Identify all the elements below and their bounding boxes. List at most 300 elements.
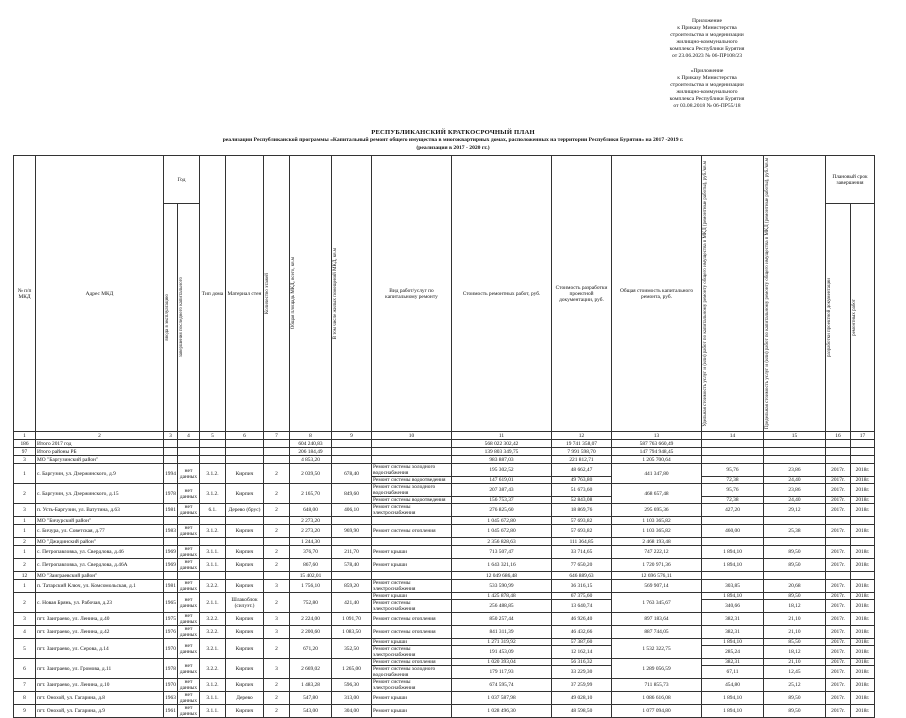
table-cell <box>764 538 826 546</box>
table-cell <box>702 538 764 546</box>
table-cell: 2018г. <box>851 679 875 692</box>
table-cell: 604 240,83 <box>290 440 332 448</box>
table-cell: 67,11 <box>702 666 764 679</box>
appendix-line: от 03.08.2018 № 06-ПР55/18 <box>673 103 741 109</box>
table-cell: 2017г. <box>826 646 851 659</box>
table-cell: 2017г. <box>826 504 851 517</box>
table-cell: Ремонт крыши <box>372 639 452 646</box>
table-cell <box>372 572 452 580</box>
table-cell: нет данных <box>178 705 200 718</box>
table-cell: 2 <box>264 484 290 504</box>
table-cell: 2017г. <box>826 613 851 626</box>
table-cell: Кирпич <box>226 659 264 679</box>
table-cell: 2 200,60 <box>290 626 332 639</box>
column-number: 9 <box>332 432 372 440</box>
table-cell: нет данных <box>178 580 200 593</box>
table-cell: 77 650,20 <box>552 559 612 572</box>
table-cell: 2 468 193,48 <box>612 538 702 546</box>
header-total-area: Общая площадь МКД, всего, кв.м <box>291 257 296 330</box>
table-cell <box>332 517 372 525</box>
table-cell: 111 364,85 <box>552 538 612 546</box>
table-cell: 156 753,37 <box>452 497 552 504</box>
table-cell: Кирпич <box>226 626 264 639</box>
table-cell: 18 869,76 <box>552 504 612 517</box>
table-cell: Ремонт системы отопления <box>372 613 452 626</box>
header-year-commission: ввода в эксплуатацию <box>165 294 170 341</box>
table-row <box>14 546 875 559</box>
table-cell: 1 271 319,92 <box>452 639 552 646</box>
table-cell: 3.1.1. <box>200 692 226 705</box>
table-cell: Кирпич <box>226 546 264 559</box>
table-row <box>14 525 875 538</box>
table-cell: 23,86 <box>764 464 826 477</box>
table-cell: пгт. Онохой, ул. Гагарина, д.8 <box>36 692 164 705</box>
column-number: 6 <box>226 432 264 440</box>
table-cell: пгт. Заиграево, ул. Громова, д.11 <box>36 659 164 679</box>
table-cell <box>164 440 178 448</box>
table-cell: 1983 <box>164 525 178 538</box>
table-cell: Ремонт крыши <box>372 559 452 572</box>
table-cell <box>264 448 290 456</box>
table-cell: п. Усть-Баргузин, ул. Ватутина, д.63 <box>36 504 164 517</box>
table-cell <box>178 456 200 464</box>
table-cell: 2 <box>264 679 290 692</box>
table-cell: 33 229,30 <box>552 666 612 679</box>
table-cell <box>332 572 372 580</box>
table-cell: 57 387,60 <box>552 639 612 646</box>
table-cell <box>764 456 826 464</box>
table-cell: Дерево <box>226 692 264 705</box>
header-unit-cost: Удельная стоимость услуг и (или) работ по капитальному ремонту общего имущества в МКД (ремонтные работы), руб./кв.м <box>703 160 708 427</box>
table-cell: 2018г. <box>851 546 875 559</box>
table-cell <box>851 538 875 546</box>
table-cell: 2018г. <box>851 580 875 593</box>
table-cell: 2017г. <box>826 639 851 646</box>
table-cell: Кирпич <box>226 525 264 538</box>
table-row <box>14 613 875 626</box>
table-cell: Кирпич <box>226 613 264 626</box>
total-row <box>14 456 875 464</box>
appendix-line: к Приказу Министерства <box>677 75 737 81</box>
table-cell: 711 855,73 <box>612 679 702 692</box>
table-cell <box>702 572 764 580</box>
table-cell: 2 <box>264 559 290 572</box>
table-cell: нет данных <box>178 613 200 626</box>
table-cell: 2018г. <box>851 504 875 517</box>
table-cell: Ремонт крыши <box>372 546 452 559</box>
appendix-line: жилищно-коммунального <box>676 39 738 45</box>
column-number: 7 <box>264 432 290 440</box>
table-cell: с. Петропавловка, ул. Свердлова, д.46А <box>36 559 164 572</box>
appendix-line: «Приложение <box>690 68 724 74</box>
table-cell: Кирпич <box>226 484 264 504</box>
table-cell: 382,31 <box>702 626 764 639</box>
table-cell <box>372 456 452 464</box>
appendix-line: строительства и модернизации <box>670 82 744 88</box>
table-cell: 20,68 <box>764 580 826 593</box>
table-cell <box>200 456 226 464</box>
table-cell: 2018г. <box>851 646 875 659</box>
table-cell: 206 184,49 <box>290 448 332 456</box>
table-cell: 1 103 365,82 <box>612 525 702 538</box>
table-cell: 67 375,60 <box>552 593 612 600</box>
table-cell: 340,66 <box>702 600 764 613</box>
table-cell: 33 714,65 <box>552 546 612 559</box>
table-cell: Ремонт крыши <box>372 692 452 705</box>
table-cell: 2017г. <box>826 600 851 613</box>
table-cell: нет данных <box>178 559 200 572</box>
table-cell: МО "Заиграевский район" <box>36 572 164 580</box>
table-cell: 376,70 <box>290 546 332 559</box>
table-cell: 3.1.1. <box>200 546 226 559</box>
table-cell: п. Татарский Ключ, ул. Комсомольская, д.1 <box>36 580 164 593</box>
appendix-line: Приложение <box>691 18 723 24</box>
table-cell: 2017г. <box>826 679 851 692</box>
table-cell: 1 894,10 <box>702 692 764 705</box>
table-cell: 95,76 <box>702 484 764 497</box>
table-cell <box>372 538 452 546</box>
table-cell: 12 696 576,11 <box>612 572 702 580</box>
table-cell <box>372 517 452 525</box>
appendix-line: комплекса Республики Бурятия <box>669 46 745 52</box>
table-cell: 468 657,48 <box>612 484 702 504</box>
table-cell: 3.1.2. <box>200 484 226 504</box>
table-cell: Шлакоблок (силуэт.) <box>226 593 264 613</box>
table-cell: 2017г. <box>826 546 851 559</box>
table-cell: 4 853,20 <box>290 456 332 464</box>
table-cell: Кирпич <box>226 464 264 484</box>
table-cell <box>851 448 875 456</box>
table-cell: 1 894,10 <box>702 546 764 559</box>
table-cell: 2 273,20 <box>290 525 332 538</box>
table-cell <box>164 517 178 525</box>
table-cell: 2 <box>264 593 290 613</box>
table-cell: Кирпич <box>226 679 264 692</box>
table-cell: 2017г. <box>826 525 851 538</box>
table-cell: 195 302,52 <box>452 464 552 477</box>
table-cell: 1 <box>14 546 36 559</box>
header-total-cost: Общая стоимость капитального ремонта, руб. <box>612 156 702 432</box>
table-cell: 12 049 686,48 <box>452 572 552 580</box>
column-number: 15 <box>764 432 826 440</box>
table-row <box>14 504 875 517</box>
table-cell: 2018г. <box>851 600 875 613</box>
table-cell: пгт. Онохой, ул. Гагарина, д.9 <box>36 705 164 718</box>
table-cell: 2 <box>264 692 290 705</box>
table-cell: 51 673,60 <box>552 484 612 497</box>
appendix-line: строительства и модернизации <box>670 32 744 38</box>
table-cell: 2017г. <box>826 593 851 600</box>
table-cell <box>178 440 200 448</box>
table-cell <box>178 448 200 456</box>
table-cell: 56 316,32 <box>552 659 612 666</box>
table-cell <box>851 572 875 580</box>
table-cell: 2.1.1. <box>200 593 226 613</box>
table-cell <box>226 456 264 464</box>
table-cell: 1970 <box>164 679 178 692</box>
header-living-area: В том числе жилых помещений МКД, кв.м <box>333 247 338 340</box>
table-cell: 2017г. <box>826 484 851 497</box>
table-cell: 48 598,50 <box>552 705 612 718</box>
table-cell: 1 <box>14 525 36 538</box>
table-cell: МО "Бичурский район" <box>36 517 164 525</box>
table-cell: 969,90 <box>332 525 372 538</box>
table-cell: нет данных <box>178 484 200 504</box>
table-cell: 57 693,82 <box>552 517 612 525</box>
header-max-cost: Предельная стоимость услуг и (или) работ по капитальному ремонту общего имущества в МКД (ремонтные работы), руб./кв.м <box>765 158 770 430</box>
table-cell: 1981 <box>164 580 178 593</box>
table-cell: 671,20 <box>290 639 332 659</box>
table-cell: Ремонт крыши <box>372 593 452 600</box>
table-cell: 191 453,09 <box>452 646 552 659</box>
table-cell: 2017г. <box>826 705 851 718</box>
table-cell: 2018г. <box>851 666 875 679</box>
table-cell: нет данных <box>178 659 200 679</box>
table-cell: 89,50 <box>764 692 826 705</box>
table-cell: 21,10 <box>764 613 826 626</box>
table-cell <box>826 456 851 464</box>
total-row <box>14 448 875 456</box>
table-cell: 2017г. <box>826 580 851 593</box>
table-cell: нет данных <box>178 525 200 538</box>
table-cell: 313,00 <box>332 692 372 705</box>
table-cell <box>764 448 826 456</box>
table-row <box>14 692 875 705</box>
table-cell: 13 640,74 <box>552 600 612 613</box>
table-cell: 8 <box>14 692 36 705</box>
table-cell: 37 259,99 <box>552 679 612 692</box>
table-cell: 1 894,10 <box>702 639 764 646</box>
table-row <box>14 559 875 572</box>
table-row <box>14 593 875 600</box>
table-cell: 147 794 948,45 <box>612 448 702 456</box>
table-cell: 304,00 <box>332 705 372 718</box>
table-cell: 3.1.1. <box>200 705 226 718</box>
table-cell <box>851 440 875 448</box>
table-cell: 3.2.2. <box>200 613 226 626</box>
table-cell: 2018г. <box>851 659 875 666</box>
table-cell <box>200 572 226 580</box>
table-cell <box>226 517 264 525</box>
table-cell: 406,10 <box>332 504 372 517</box>
table-cell <box>264 440 290 448</box>
table-cell: 72,38 <box>702 497 764 504</box>
table-cell: 2017г. <box>826 464 851 477</box>
table-cell: 12 <box>14 572 36 580</box>
table-cell: 139 803 349,75 <box>452 448 552 456</box>
table-cell: 3.1.1. <box>200 559 226 572</box>
table-cell: 2 <box>264 504 290 517</box>
table-cell: 587 763 660,49 <box>612 440 702 448</box>
table-cell: 72,38 <box>702 477 764 484</box>
table-cell: 18,12 <box>764 600 826 613</box>
table-cell <box>164 456 178 464</box>
table-cell: 5 <box>14 639 36 659</box>
table-cell: 2017г. <box>826 659 851 666</box>
table-cell: 89,50 <box>764 593 826 600</box>
table-cell <box>264 538 290 546</box>
table-cell: 2 <box>14 559 36 572</box>
header-deadline-design: разработки проектной документации <box>827 278 832 358</box>
table-cell: 3.2.2. <box>200 626 226 639</box>
table-cell: 1978 <box>164 659 178 679</box>
header-year: Год <box>164 156 200 204</box>
table-cell: Итого 2017 год <box>36 440 164 448</box>
table-cell: МО "Джидинский район" <box>36 538 164 546</box>
table-cell: 1978 <box>164 484 178 504</box>
table-cell: с. Новая Брянь, ул. Рабочая, д.23 <box>36 593 164 613</box>
table-cell: Ремонт системы электроснабжения <box>372 646 452 659</box>
table-cell: 1 425 878,48 <box>452 593 552 600</box>
table-cell: 421,40 <box>332 593 372 613</box>
table-cell: 295 695,36 <box>612 504 702 517</box>
column-number: 5 <box>200 432 226 440</box>
table-cell <box>332 440 372 448</box>
table-cell: 1 483,28 <box>290 679 332 692</box>
table-cell: 1976 <box>164 626 178 639</box>
table-cell: 3.1.2. <box>200 464 226 484</box>
table-cell: 2 <box>264 546 290 559</box>
table-cell: Дерево (брус) <box>226 504 264 517</box>
table-cell: 1 028 496,30 <box>452 705 552 718</box>
table-cell: 256 488,85 <box>452 600 552 613</box>
table-cell: 21,10 <box>764 659 826 666</box>
header-year-last-repair: завершения последнего капитального <box>179 277 184 358</box>
table-cell: 850 257,44 <box>452 613 552 626</box>
table-row <box>14 659 875 666</box>
header-wall-material: Материал стен <box>226 156 264 432</box>
table-cell: 646 889,63 <box>552 572 612 580</box>
table-cell: 285,24 <box>702 646 764 659</box>
table-cell: 2018г. <box>851 639 875 646</box>
table-cell <box>200 538 226 546</box>
total-row <box>14 517 875 525</box>
table-cell <box>164 572 178 580</box>
table-cell <box>332 538 372 546</box>
table-cell: 382,31 <box>702 613 764 626</box>
table-cell: 2017г. <box>826 692 851 705</box>
table-cell: 1 045 672,80 <box>452 517 552 525</box>
table-cell: 9 <box>14 705 36 718</box>
table-cell: пгт. Заиграево, ул. Ленина, д.40 <box>36 613 164 626</box>
document-subtitle: реализации Республиканской программы «Капитальный ремонт общего имущества в многоквартирных домах, расположенных на территории Республики Бурятия» на 2017 -2019 г. <box>222 137 684 143</box>
table-cell: пгт. Заиграево, ул. Ленина, д.10 <box>36 679 164 692</box>
table-cell: 897 183,64 <box>612 613 702 626</box>
table-cell: 533 590,99 <box>452 580 552 593</box>
table-cell <box>226 538 264 546</box>
table-cell: Ремонт системы отопления <box>372 626 452 639</box>
table-cell <box>764 572 826 580</box>
table-cell <box>226 440 264 448</box>
column-number: 12 <box>552 432 612 440</box>
appendix-line: комплекса Республики Бурятия <box>669 96 745 102</box>
table-cell: 3 <box>264 626 290 639</box>
table-cell <box>264 456 290 464</box>
table-cell <box>372 448 452 456</box>
table-cell: 1 <box>14 580 36 593</box>
table-cell: пгт. Заиграево, ул. Ленина, д.42 <box>36 626 164 639</box>
table-row <box>14 705 875 718</box>
table-cell <box>764 440 826 448</box>
table-cell: 147 619,01 <box>452 477 552 484</box>
table-cell: 2018г. <box>851 497 875 504</box>
table-cell: Ремонт системы отопления <box>372 525 452 538</box>
table-row <box>14 464 875 477</box>
table-cell: Итого районы РБ <box>36 448 164 456</box>
table-cell: 747 222,12 <box>612 546 702 559</box>
table-cell: 648,00 <box>290 504 332 517</box>
table-cell <box>164 448 178 456</box>
column-number-row <box>14 432 875 440</box>
table-cell: 1969 <box>164 559 178 572</box>
table-cell: 23,86 <box>764 484 826 497</box>
table-cell: 1 244,30 <box>290 538 332 546</box>
table-cell: с. Бичура, ул. Советская, д.77 <box>36 525 164 538</box>
table-cell: нет данных <box>178 639 200 659</box>
table-cell: нет данных <box>178 626 200 639</box>
table-cell: Ремонт системы холодного водоснабжения <box>372 666 452 679</box>
table-cell: 1975 <box>164 613 178 626</box>
table-cell: 887 744,05 <box>612 626 702 639</box>
header-floors: Количество этажей <box>265 273 270 315</box>
table-cell: нет данных <box>178 692 200 705</box>
table-cell: 2017г. <box>826 477 851 484</box>
table-cell: 1 265,00 <box>332 659 372 679</box>
table-cell: 2018г. <box>851 613 875 626</box>
table-cell: с. Петропавловка, ул. Свердлова, д.46 <box>36 546 164 559</box>
total-row <box>14 440 875 448</box>
plan-table <box>13 155 875 718</box>
table-cell: 543,00 <box>290 705 332 718</box>
table-cell: 678,40 <box>332 464 372 484</box>
table-cell: 1 720 971,36 <box>612 559 702 572</box>
appendix-block <box>600 18 814 110</box>
table-cell: 15 402,01 <box>290 572 332 580</box>
table-cell: 2 165,70 <box>290 484 332 504</box>
total-row <box>14 538 875 546</box>
document-period: (реализация в 2017 - 2020 гг.) <box>416 145 490 151</box>
column-number: 1 <box>14 432 36 440</box>
table-cell: 1 <box>14 464 36 484</box>
table-cell: 6 <box>14 659 36 679</box>
table-cell: 4 <box>14 626 36 639</box>
table-cell <box>226 572 264 580</box>
table-cell <box>226 448 264 456</box>
table-row <box>14 679 875 692</box>
table-cell: 3 <box>264 613 290 626</box>
table-cell: 21,10 <box>764 626 826 639</box>
table-cell: 1 289 056,59 <box>612 659 702 679</box>
table-cell: Кирпич <box>226 580 264 593</box>
header-num: № п/п МКД <box>14 156 36 432</box>
table-cell: 276 825,60 <box>452 504 552 517</box>
table-cell: 89,50 <box>764 546 826 559</box>
table-cell <box>851 456 875 464</box>
table-cell: 1969 <box>164 546 178 559</box>
header-deadline-repair: ремонтных работ <box>852 299 857 337</box>
table-cell: 1 532 322,75 <box>612 639 702 659</box>
table-cell: Ремонт системы электроснабжения <box>372 600 452 613</box>
table-cell: 2 <box>264 705 290 718</box>
table-cell: 48 662,47 <box>552 464 612 477</box>
table-cell: с. Баргузин, ул. Дзержинского, д.9 <box>36 464 164 484</box>
table-row <box>14 626 875 639</box>
table-cell <box>264 572 290 580</box>
table-cell: 95,76 <box>702 464 764 477</box>
table-cell: Ремонт системы водоотведения <box>372 477 452 484</box>
table-cell: Ремонт системы отопления <box>372 659 452 666</box>
table-cell <box>200 440 226 448</box>
